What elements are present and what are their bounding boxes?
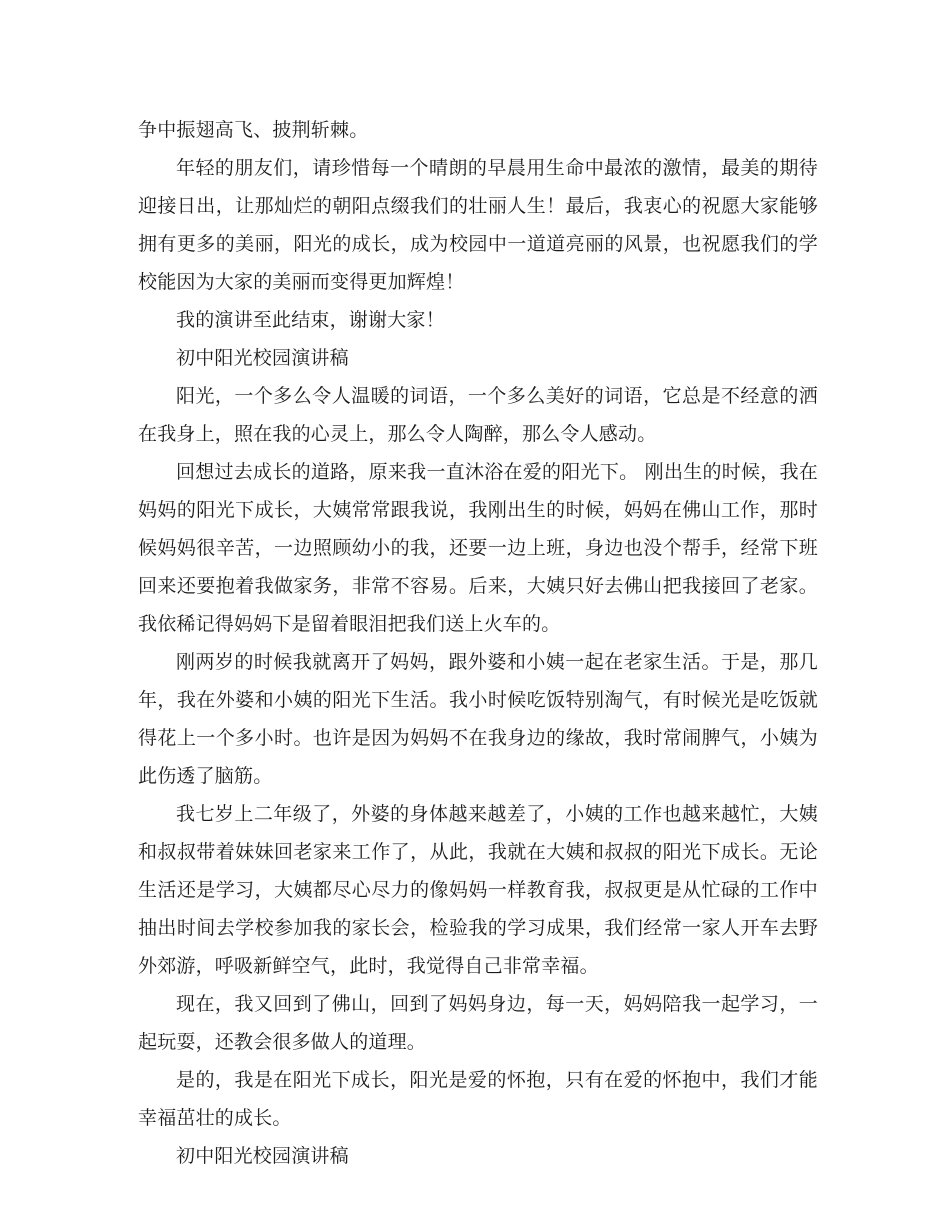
paragraph-childhood-mother: 回想过去成长的道路，原来我一直沐浴在爱的阳光下。 刚出生的时候，我在妈妈的阳光下成长，大姨常常跟我说，我刚出生的时候，妈妈在佛山工作，那时候妈妈很辛苦，一边照顾幼小的我，还要一边上班，身边也没个帮手，经常下班回来还要抱着我做家务，非常不容易。后来，大姨只好去佛山把我接回了老家。我依稀记得妈妈下是留着眼泪把我们送上火车的。	[138, 461, 818, 635]
paragraph-closing-wishes: 年轻的朋友们，请珍惜每一个晴朗的早晨用生命中最浓的激情，最美的期待迎接日出，让那灿烂的朝阳点缀我们的壮丽人生！最后，我衷心的祝愿大家能够拥有更多的美丽，阳光的成长，成为校园中一道道亮丽的风景，也祝愿我们的学校能因为大家的美丽而变得更加辉煌！	[138, 157, 818, 293]
section-heading: 初中阳光校园演讲稿	[176, 1145, 349, 1167]
paragraph-thanks: 我的演讲至此结束，谢谢大家！	[176, 309, 445, 331]
paragraph-present: 现在，我又回到了佛山，回到了妈妈身边，每一天，妈妈陪我一起学习，一起玩耍，还教会很多做人的道理。	[138, 993, 818, 1053]
paragraph-grandmother-aunt: 刚两岁的时候我就离开了妈妈，跟外婆和小姨一起在老家生活。于是，那几年，我在外婆和小姨的阳光下生活。我小时候吃饭特别淘气，有时候光是吃饭就得花上一个多小时。也许是因为妈妈不在我身边的缘故，我时常闹脾气，小姨为此伤透了脑筋。	[138, 651, 818, 787]
document-body	[138, 111, 818, 1175]
paragraph-conclusion: 是的，我是在阳光下成长，阳光是爱的怀抱，只有在爱的怀抱中，我们才能幸福茁壮的成长。	[138, 1069, 818, 1129]
paragraph-sunshine-intro: 阳光，一个多么令人温暖的词语，一个多么美好的词语，它总是不经意的洒在我身上，照在我的心灵上，那么令人陶醉，那么令人感动。	[138, 385, 818, 445]
section-heading: 初中阳光校园演讲稿	[176, 347, 349, 369]
paragraph-uncle-aunt: 我七岁上二年级了，外婆的身体越来越差了，小姨的工作也越来越忙，大姨和叔叔带着妹妹回老家来工作了，从此，我就在大姨和叔叔的阳光下成长。无论生活还是学习，大姨都尽心尽力的像妈妈一样教育我，叔叔更是从忙碌的工作中抽出时间去学校参加我的家长会，检验我的学习成果，我们经常一家人开车去野外郊游，呼吸新鲜空气，此时，我觉得自己非常幸福。	[138, 803, 818, 977]
paragraph-continuation: 争中振翅高飞、披荆斩棘。	[138, 119, 369, 141]
